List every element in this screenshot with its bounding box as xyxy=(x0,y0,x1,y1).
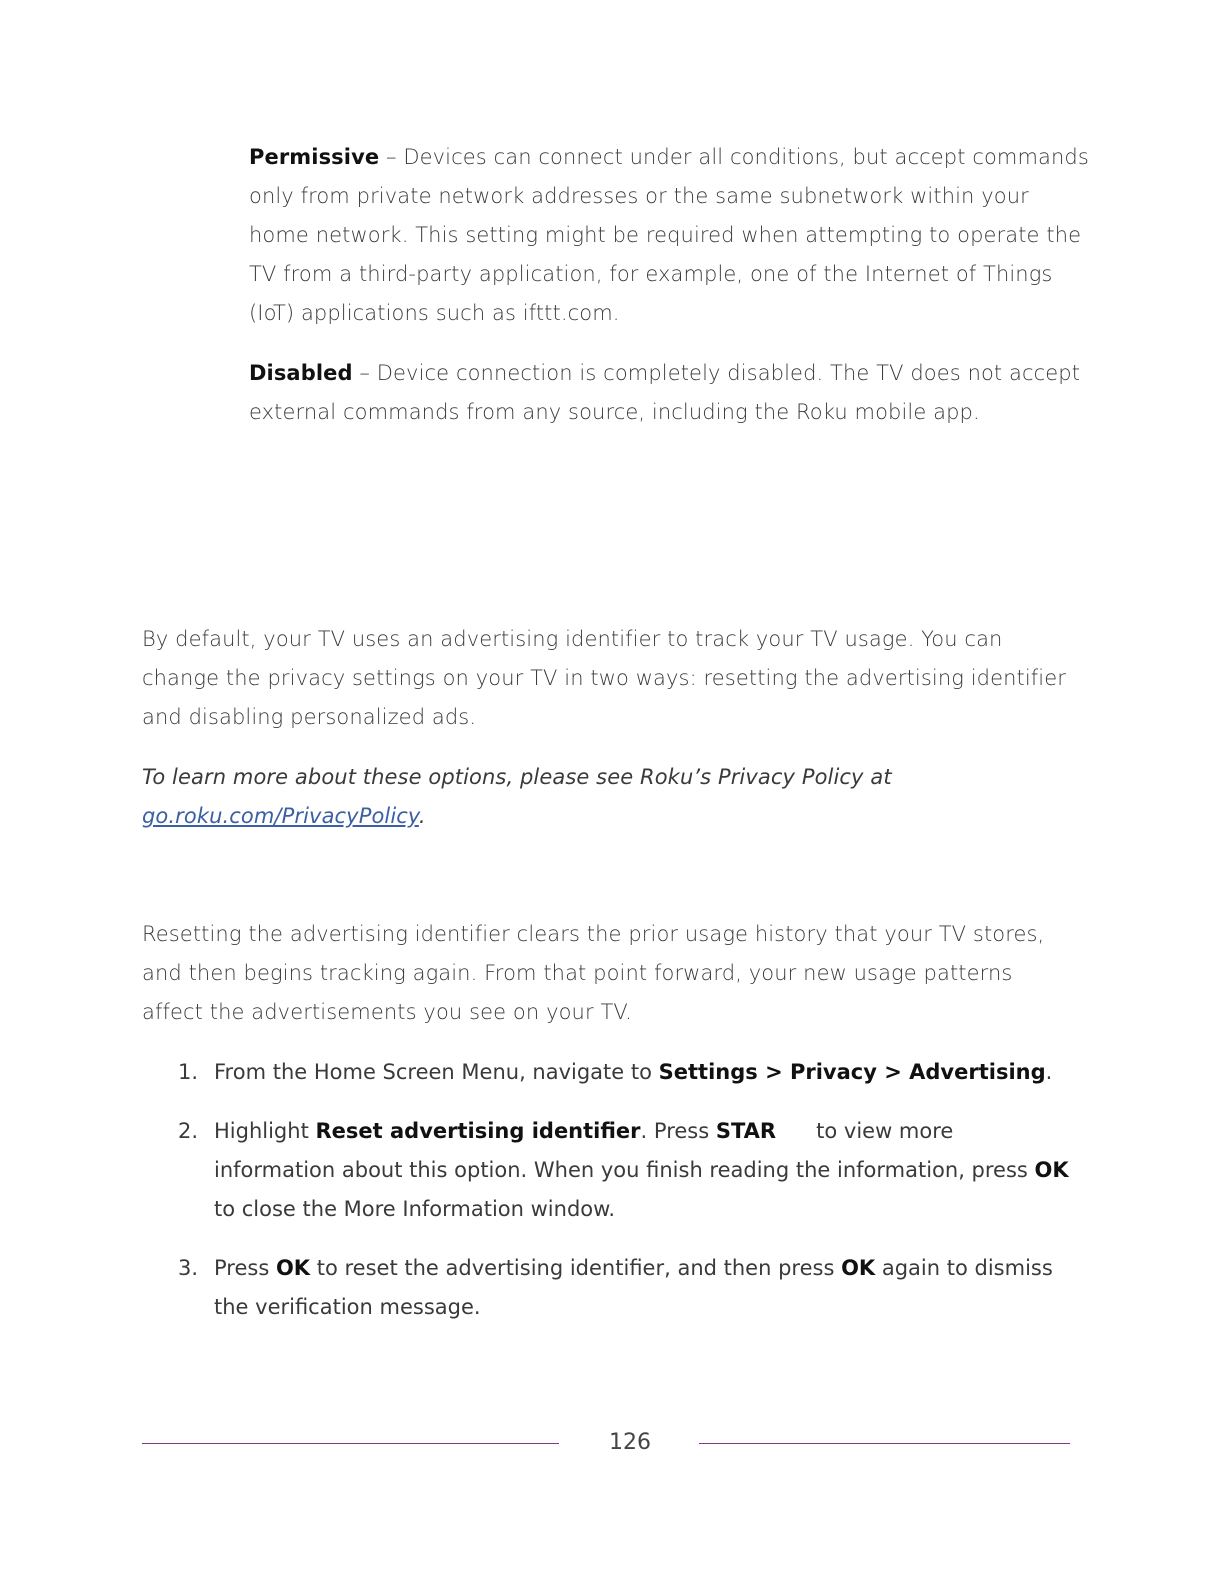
learn-more-paragraph xyxy=(142,758,1077,836)
permissive-term: Permissive xyxy=(249,145,380,169)
step-bold-text: OK xyxy=(275,1256,311,1280)
list-item xyxy=(142,1053,1077,1092)
permissive-text: – Devices can connect under all conditions, but accept commands only from private network addresses or the same subnetwork within your home network. This setting might be required when attempting to operate the TV from a third-party application, for example, one of the Internet of Things (IoT) applications such as ifttt.com. xyxy=(249,145,1089,325)
learn-more-text: To learn more about these options, please see Roku’s Privacy Policy at xyxy=(142,765,892,789)
reset-steps-list xyxy=(142,1053,1077,1347)
step-text: Press xyxy=(214,1256,276,1280)
privacy-policy-link[interactable]: go.roku.com/PrivacyPolicy xyxy=(142,804,419,828)
disabled-paragraph xyxy=(249,354,1089,432)
reset-intro-paragraph xyxy=(142,915,1077,1032)
footer-rule-left xyxy=(142,1443,559,1444)
disabled-text: – Device connection is completely disabled. The TV does not accept external commands from any source, including the Roku mobile app. xyxy=(249,361,1081,424)
step-text: From the Home Screen Menu, navigate to xyxy=(214,1060,659,1084)
step-bold-text: STAR xyxy=(715,1119,777,1143)
step-text: to reset the advertising identifier, and then press xyxy=(310,1256,842,1280)
privacy-intro-text: By default, your TV uses an advertising identifier to track your TV usage. You can change the privacy settings on your TV in two ways: resetting the advertising identifier and disabling personalized ads. xyxy=(142,627,1066,729)
step-bold-text: Settings > Privacy > Advertising xyxy=(658,1060,1046,1084)
step-bold-text: OK xyxy=(841,1256,876,1280)
step-text: to view more information about this option. When you finish reading the information, press xyxy=(214,1119,1035,1182)
disabled-term: Disabled xyxy=(249,361,353,385)
step-text: . xyxy=(1045,1060,1053,1084)
learn-more-after: . xyxy=(418,804,426,828)
privacy-intro-paragraph xyxy=(142,620,1077,737)
step-bold-text: Reset advertising identifier xyxy=(315,1119,641,1143)
step-text: to close the More Information window. xyxy=(214,1197,616,1221)
step-text: again to dismiss the verification message. xyxy=(214,1256,1053,1319)
footer-rule-right xyxy=(699,1443,1070,1444)
step-number: 1. xyxy=(178,1060,199,1084)
list-item xyxy=(142,1249,1077,1327)
page-number: 126 xyxy=(609,1430,651,1455)
step-bold-text: OK xyxy=(1034,1158,1069,1182)
step-text: . Press xyxy=(640,1119,716,1143)
list-item xyxy=(142,1112,1077,1229)
permissive-paragraph xyxy=(249,138,1089,333)
step-number: 3. xyxy=(178,1256,199,1280)
step-number: 2. xyxy=(178,1119,199,1143)
reset-intro-text: Resetting the advertising identifier clears the prior usage history that your TV stores, and then begins tracking again. From that point forward, your new usage patterns affect the advertisements you see on your TV. xyxy=(142,922,1045,1024)
step-text: Highlight xyxy=(214,1119,316,1143)
